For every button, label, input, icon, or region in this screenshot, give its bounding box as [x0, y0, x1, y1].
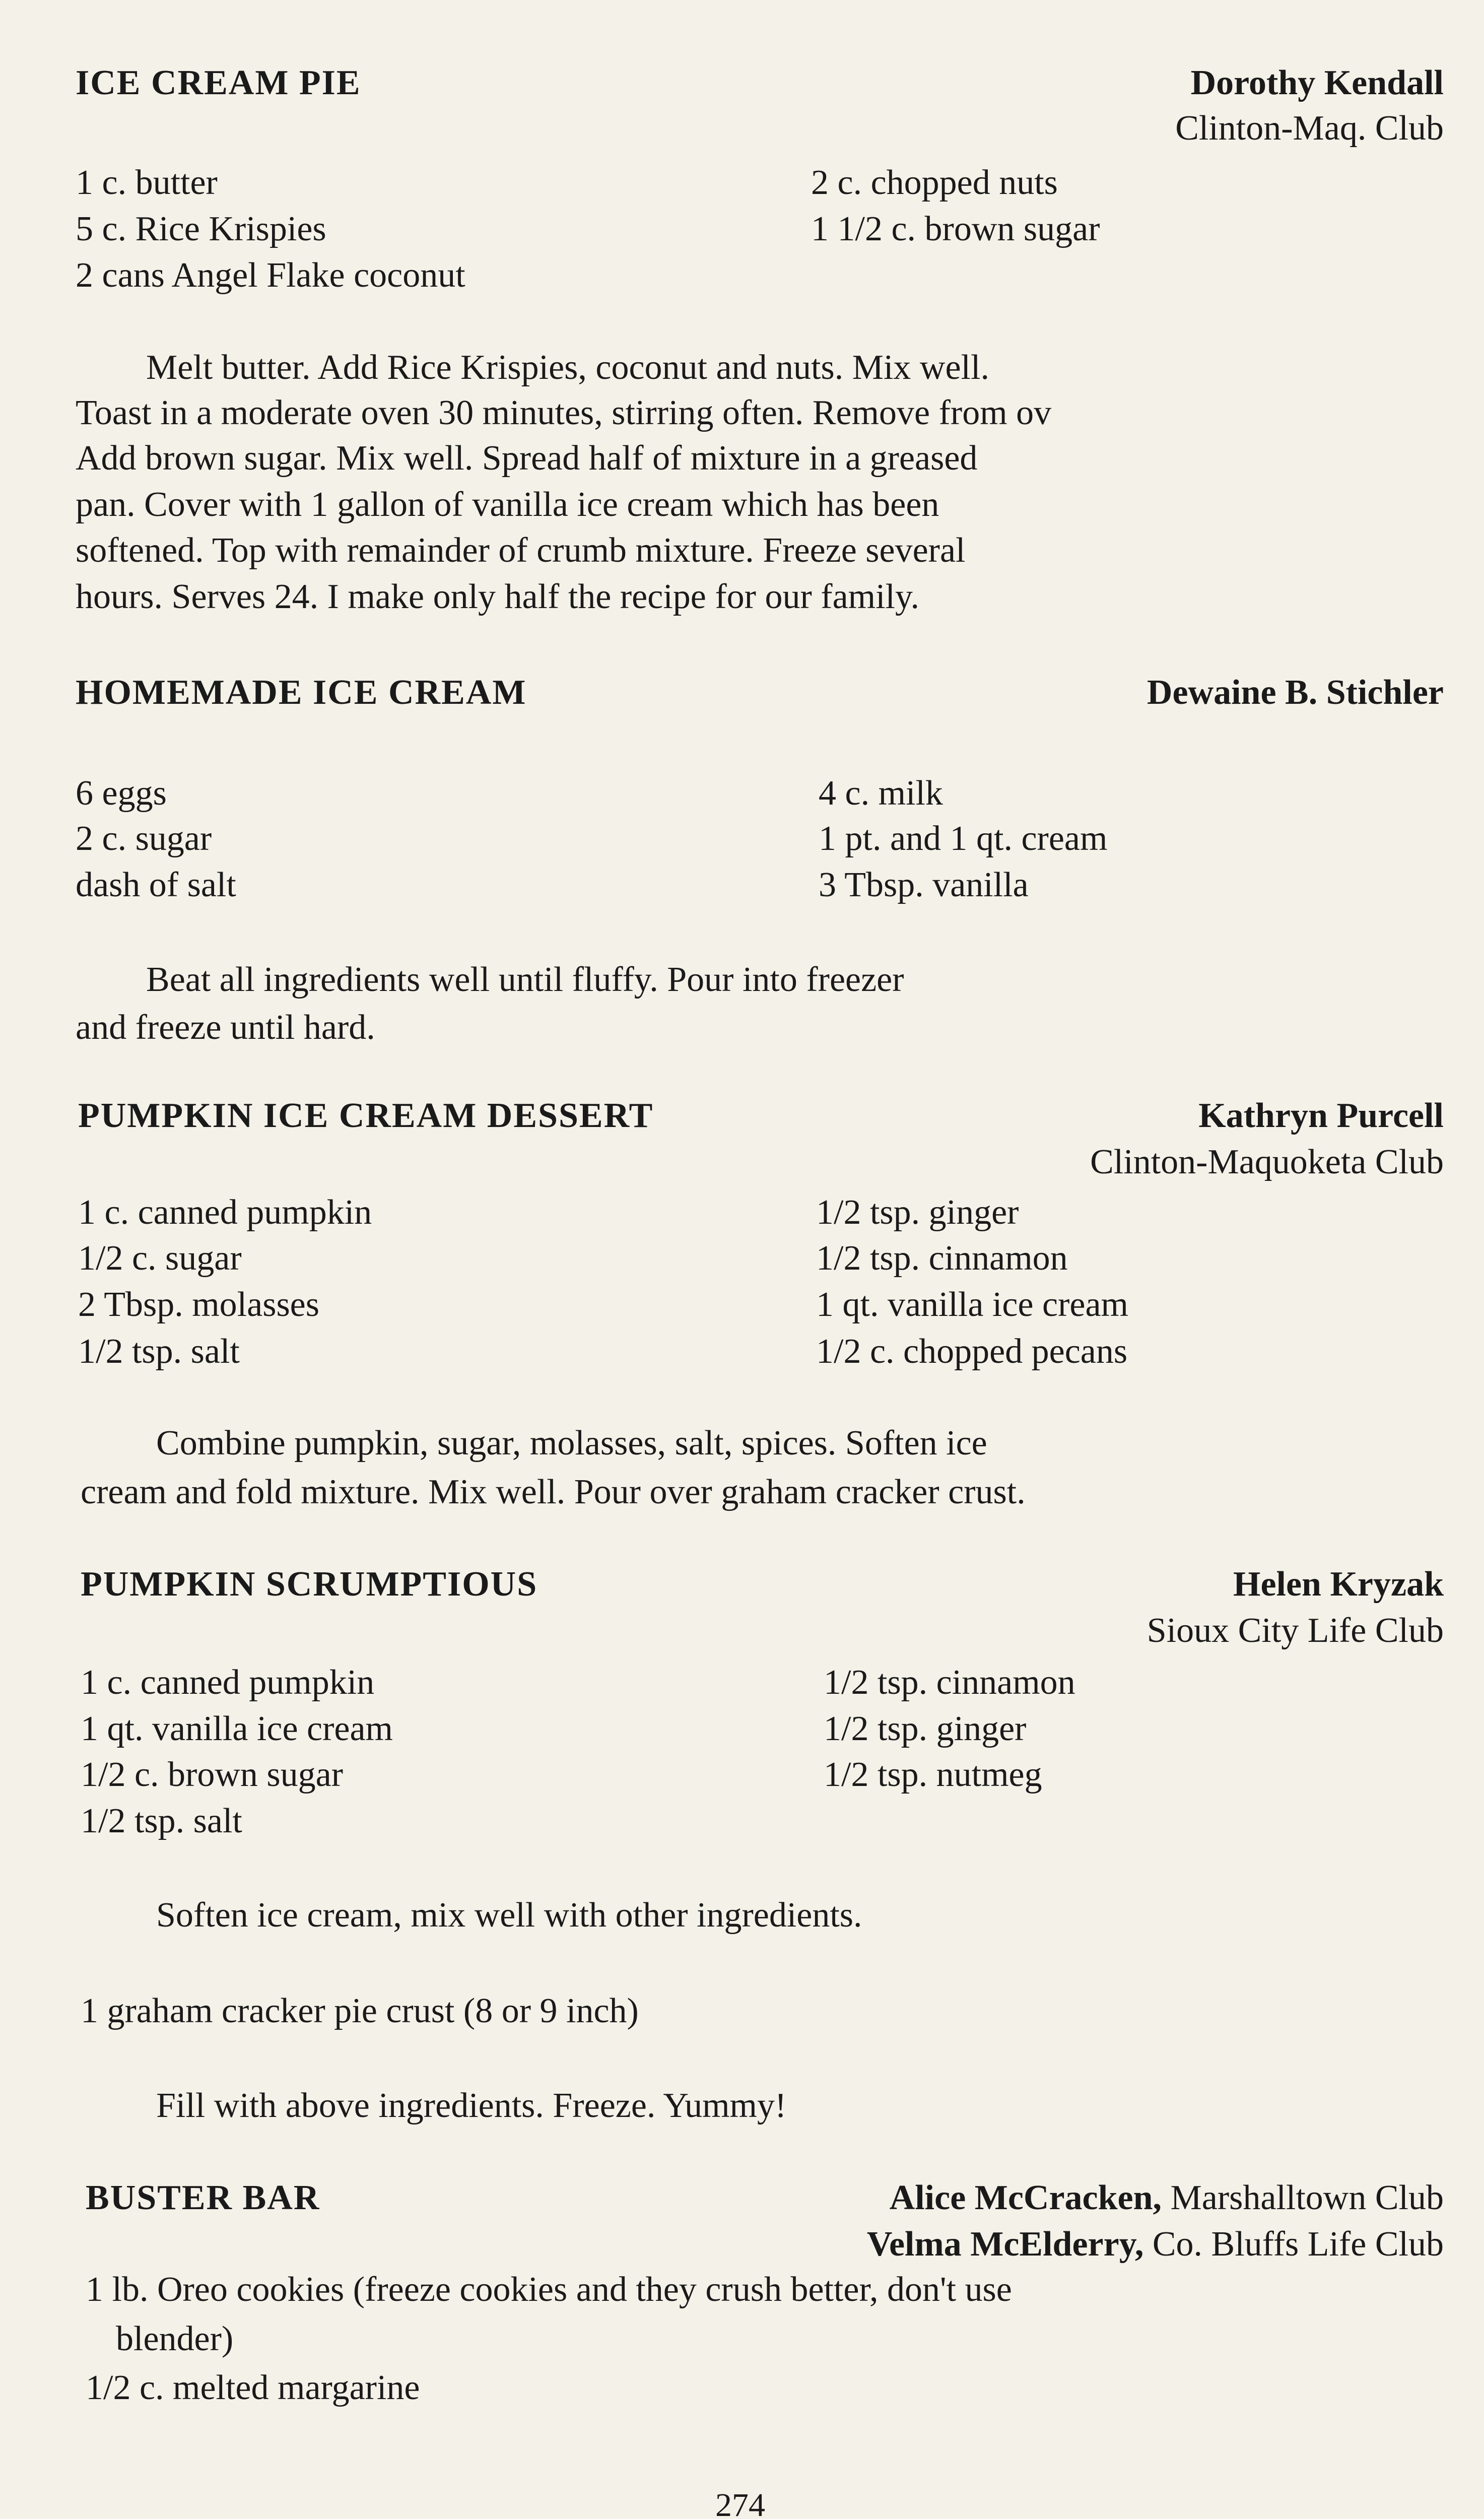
direction-line: Soften ice cream, mix well with other ingredients.	[156, 1896, 862, 1935]
ingredient: 2 c. chopped nuts	[811, 163, 1058, 202]
page-number: 274	[715, 2487, 765, 2519]
ingredient: 1 qt. vanilla ice cream	[816, 1285, 1128, 1324]
recipe-author: Helen Kryzak	[1233, 1565, 1444, 1604]
direction-line: Fill with above ingredients. Freeze. Yummy!	[156, 2086, 787, 2125]
recipe-author: Velma McElderry,	[866, 2225, 1144, 2264]
ingredient: 2 c. sugar	[76, 819, 212, 858]
ingredient: 1/2 c. melted margarine	[86, 2368, 420, 2407]
direction-line: Melt butter. Add Rice Krispies, coconut and nuts. Mix well.	[146, 348, 989, 387]
ingredient: 1/2 c. chopped pecans	[816, 1332, 1128, 1371]
recipe-title: BUSTER BAR	[86, 2178, 320, 2217]
ingredient: 1 c. canned pumpkin	[78, 1193, 372, 1232]
ingredient: 1/2 tsp. cinnamon	[816, 1239, 1068, 1278]
recipe-title: PUMPKIN SCRUMPTIOUS	[81, 1565, 538, 1604]
ingredient: 1/2 tsp. ginger	[824, 1709, 1027, 1748]
ingredient: 1 pt. and 1 qt. cream	[819, 819, 1108, 858]
ingredient: 1/2 tsp. ginger	[816, 1193, 1019, 1232]
recipe-club: Clinton-Maquoketa Club	[1090, 1143, 1444, 1181]
direction-line: Add brown sugar. Mix well. Spread half of mixture in a greased	[76, 439, 978, 478]
recipe-credit	[867, 2222, 1444, 2267]
ingredient: 4 c. milk	[819, 774, 943, 813]
recipe-title: ICE CREAM PIE	[76, 63, 361, 102]
recipe-club: Clinton-Maq. Club	[1175, 109, 1444, 148]
recipe-title: HOMEMADE ICE CREAM	[76, 673, 527, 712]
direction-line: hours. Serves 24. I make only half the recipe for our family.	[76, 577, 919, 616]
ingredient: 1 lb. Oreo cookies (freeze cookies and they crush better, don't use	[86, 2270, 1012, 2309]
ingredient: 1/2 c. brown sugar	[81, 1755, 344, 1794]
direction-line: 1 graham cracker pie crust (8 or 9 inch)	[81, 1992, 639, 2030]
direction-line: and freeze until hard.	[76, 1008, 375, 1047]
direction-line: cream and fold mixture. Mix well. Pour over graham cracker crust.	[81, 1473, 1026, 1511]
ingredient: 1 qt. vanilla ice cream	[81, 1709, 393, 1748]
recipe-author: Kathryn Purcell	[1198, 1096, 1444, 1135]
direction-line: softened. Top with remainder of crumb mixture. Freeze several	[76, 531, 966, 570]
ingredient: 1 c. canned pumpkin	[81, 1663, 375, 1702]
recipe-title: PUMPKIN ICE CREAM DESSERT	[78, 1096, 654, 1135]
recipe-author: Dewaine B. Stichler	[1146, 673, 1444, 712]
recipe-club: Sioux City Life Club	[1146, 1611, 1444, 1650]
ingredient: 1/2 tsp. cinnamon	[824, 1663, 1075, 1702]
recipe-credit	[890, 2175, 1444, 2221]
ingredient: dash of salt	[76, 866, 236, 904]
recipe-author: Alice McCracken,	[889, 2178, 1162, 2217]
recipe-club: Marshalltown Club	[1170, 2178, 1444, 2217]
ingredient: 1/2 tsp. nutmeg	[824, 1755, 1042, 1794]
direction-line: Beat all ingredients well until fluffy. Pour into freezer	[146, 960, 904, 999]
ingredient: 1/2 tsp. salt	[81, 1802, 242, 1840]
direction-line: Combine pumpkin, sugar, molasses, salt, spices. Soften ice	[156, 1424, 987, 1463]
ingredient: blender)	[116, 2319, 234, 2358]
direction-line: pan. Cover with 1 gallon of vanilla ice cream which has been	[76, 485, 939, 524]
recipe-club: Co. Bluffs Life Club	[1152, 2225, 1444, 2264]
ingredient: 1 c. butter	[76, 163, 218, 202]
ingredient: 1/2 tsp. salt	[78, 1332, 240, 1371]
ingredient: 2 cans Angel Flake coconut	[76, 256, 465, 295]
ingredient: 5 c. Rice Krispies	[76, 210, 326, 248]
ingredient: 1 1/2 c. brown sugar	[811, 210, 1100, 248]
ingredient: 2 Tbsp. molasses	[78, 1285, 319, 1324]
recipe-author: Dorothy Kendall	[1190, 63, 1444, 102]
ingredient: 6 eggs	[76, 774, 167, 813]
ingredient: 1/2 c. sugar	[78, 1239, 242, 1278]
ingredient: 3 Tbsp. vanilla	[819, 866, 1029, 904]
direction-line: Toast in a moderate oven 30 minutes, stirring often. Remove from ov	[76, 393, 1052, 432]
